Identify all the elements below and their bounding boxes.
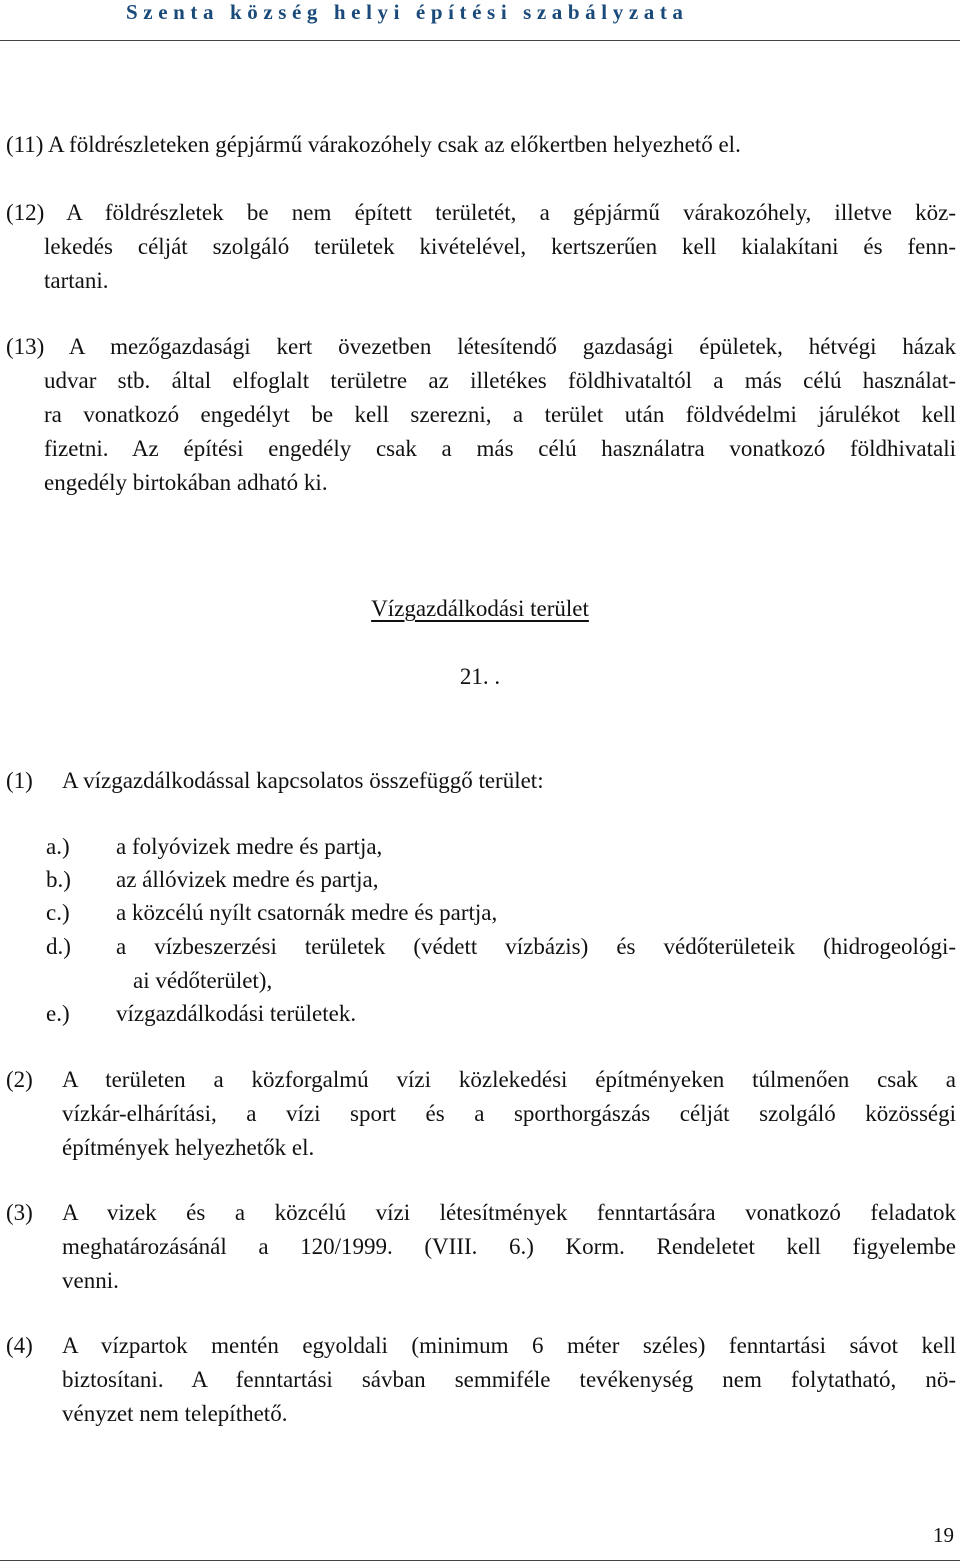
- paragraph-2: [0, 1063, 960, 1165]
- paragraph-13: [6, 330, 956, 500]
- paragraph-4-line-2: biztosítani. A fenntartási sávban semmiféle tevékenység nem folytatható, nö-: [62, 1367, 956, 1392]
- paragraph-13-line-4: fizetni. Az építési engedély csak a más célú használatra vonatkozó földhivatali: [44, 436, 956, 461]
- paragraph-3-line-3: venni.: [62, 1268, 119, 1293]
- page-number: 19: [933, 1523, 954, 1547]
- paragraph-12: [6, 196, 956, 298]
- paragraph-11: [6, 128, 956, 162]
- list-item-letter: a.): [46, 834, 70, 859]
- list-item: [0, 930, 960, 998]
- paragraph-4-line-3: vényzet nem telepíthető.: [62, 1401, 288, 1426]
- footer-divider: [0, 1560, 960, 1561]
- list-item: [0, 830, 960, 864]
- paragraph-1-number: (1): [6, 768, 33, 793]
- list-item-letter: d.): [46, 934, 71, 959]
- list-item-text: a vízbeszerzési területek (védett vízbázis) és védőterületeik (hidrogeológi-: [116, 934, 956, 959]
- paragraph-3-line-1: A vizek és a közcélú vízi létesítmények fenntartására vonatkozó feladatok: [62, 1200, 956, 1225]
- paragraph-2-line-1: A területen a közforgalmú vízi közlekedési építményeken túlmenően csak a: [62, 1067, 956, 1092]
- paragraph-3-line-2: meghatározásánál a 120/1999. (VIII. 6.) Korm. Rendeletet kell figyelembe: [62, 1234, 956, 1259]
- section-title-text: Vízgazdálkodási terület: [371, 596, 589, 621]
- paragraph-1-text: A vízgazdálkodással kapcsolatos összefüggő terület:: [62, 768, 544, 793]
- list-item-text: a folyóvizek medre és partja,: [116, 834, 383, 859]
- paragraph-11-text: (11) A földrészleteken gépjármű várakozóhely csak az előkertben helyezhető el.: [6, 132, 741, 157]
- paragraph-3-number: (3): [6, 1200, 33, 1225]
- list-item-text: az állóvizek medre és partja,: [116, 867, 379, 892]
- paragraph-number: [0, 664, 960, 690]
- paragraph-4: [0, 1329, 960, 1431]
- page-header: [0, 0, 960, 41]
- list-item: [0, 997, 960, 1031]
- paragraph-13-line-3: ra vonatkozó engedélyt be kell szerezni, a terület után földvédelmi járulékot kell: [44, 402, 956, 427]
- paragraph-2-number: (2): [6, 1067, 33, 1092]
- paragraph-12-line-1: (12) A földrészletek be nem épített területét, a gépjármű várakozóhely, illetve köz-: [6, 200, 956, 225]
- paragraph-number-text: 21. .: [459, 664, 501, 689]
- section-title: [0, 596, 960, 622]
- list-item: [0, 896, 960, 930]
- paragraph-12-line-2: lekedés célját szolgáló területek kivételével, kertszerűen kell kialakítani és fenn-: [44, 234, 956, 259]
- paragraph-4-number: (4): [6, 1333, 33, 1358]
- list-item-text: vízgazdálkodási területek.: [116, 1001, 357, 1026]
- paragraph-3: [0, 1196, 960, 1298]
- list-item-text: a közcélú nyílt csatornák medre és partja,: [116, 900, 498, 925]
- list-item-letter: e.): [46, 1001, 70, 1026]
- paragraph-13-line-5: engedély birtokában adható ki.: [44, 470, 328, 495]
- list-item-text-continued: ai védőterület),: [133, 968, 273, 993]
- header-title: Szenta község helyi építési szabályzata: [126, 0, 689, 24]
- list-item: [0, 863, 960, 897]
- paragraph-2-line-3: építmények helyezhetők el.: [62, 1135, 315, 1160]
- paragraph-4-line-1: A vízpartok mentén egyoldali (minimum 6 méter széles) fenntartási sávot kell: [62, 1333, 956, 1358]
- paragraph-12-line-3: tartani.: [44, 268, 109, 293]
- list-item-letter: c.): [46, 900, 70, 925]
- paragraph-2-line-2: vízkár-elhárítási, a vízi sport és a sporthorgászás célját szolgáló közösségi: [62, 1101, 956, 1126]
- paragraph-13-line-1: (13) A mezőgazdasági kert övezetben létesítendő gazdasági épületek, hétvégi házak: [6, 334, 956, 359]
- list-item-letter: b.): [46, 867, 71, 892]
- paragraph-13-line-2: udvar stb. által elfoglalt területre az illetékes földhivataltól a más célú használat-: [44, 368, 956, 393]
